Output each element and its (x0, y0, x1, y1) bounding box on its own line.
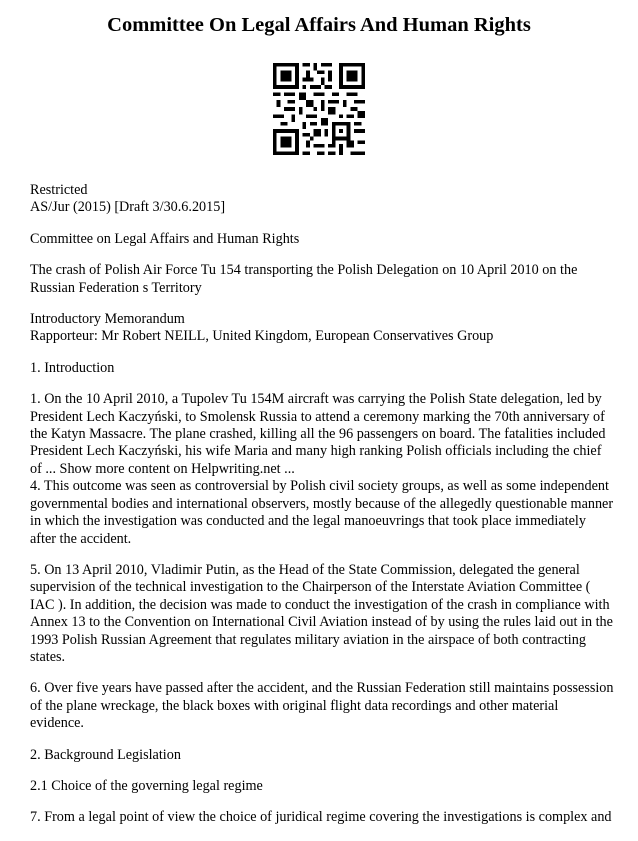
section-heading-legal-regime: 2.1 Choice of the governing legal regime (30, 777, 263, 794)
paragraph-7: 7. From a legal point of view the choice of juridical regime covering the investigations is complex and (30, 809, 612, 826)
paragraph-5: 5. On 13 April 2010, Vladimir Putin, as the Head of the State Commission, delegated the general supervision of the technical investigation to the Chairperson of the Interstate Aviation Committee ( IAC ). In addition, the decision was made to conduct the investigation of the crash in compliance with Annex 13 to the Convention on International Civil Aviation instead of by using the rules laid out in the 1993 Polish Russian Agreement that regulates military aviation in the airspace of both contracting states. (30, 561, 613, 665)
document-title: Committee On Legal Affairs And Human Rights (107, 14, 531, 36)
rapporteur: Rapporteur: Mr Robert NEILL, United Kingdom, European Conservatives Group (30, 328, 494, 345)
document-reference: AS/Jur (2015) [Draft 3/30.6.2015] (30, 199, 226, 216)
paragraph-4: 4. This outcome was seen as controversial by Polish civil society groups, as well as some independent governmental bodies and international observers, mostly because of the allegedly questionable manner in which the investigation was conducted and the legal manoeuvrings that took place immediately after the accident. (30, 478, 614, 547)
document-subject: The crash of Polish Air Force Tu 154 transporting the Polish Delegation on 10 April 2010 on the Russian Federation s Territory (30, 262, 578, 296)
paragraph-6: 6. Over five years have passed after the accident, and the Russian Federation still maintains possession of the plane wreckage, the black boxes with original flight data recordings and other material evidence. (30, 680, 614, 732)
section-heading-introduction: 1. Introduction (30, 359, 115, 376)
paragraph-1: 1. On the 10 April 2010, a Tupolev Tu 154M aircraft was carrying the Polish State delegation, led by President Lech Kaczyński, to Smolensk Russia to attend a ceremony marking the 70th anniversary of the Katyn Massacre. The plane crashed, killing all the 96 passengers on board. The fatalities included President Lech Kaczyński, his wife Maria and many high ranking Polish officials including the chief of ... Show more content on Helpwriting.net ... (30, 391, 606, 477)
qr-code-icon (273, 63, 365, 155)
memo-type: Introductory Memorandum (30, 311, 185, 328)
document-body (30, 182, 615, 841)
section-heading-background: 2. Background Legislation (30, 746, 181, 763)
restricted-label: Restricted (30, 182, 88, 198)
committee-name: Committee on Legal Affairs and Human Rights (30, 230, 300, 247)
